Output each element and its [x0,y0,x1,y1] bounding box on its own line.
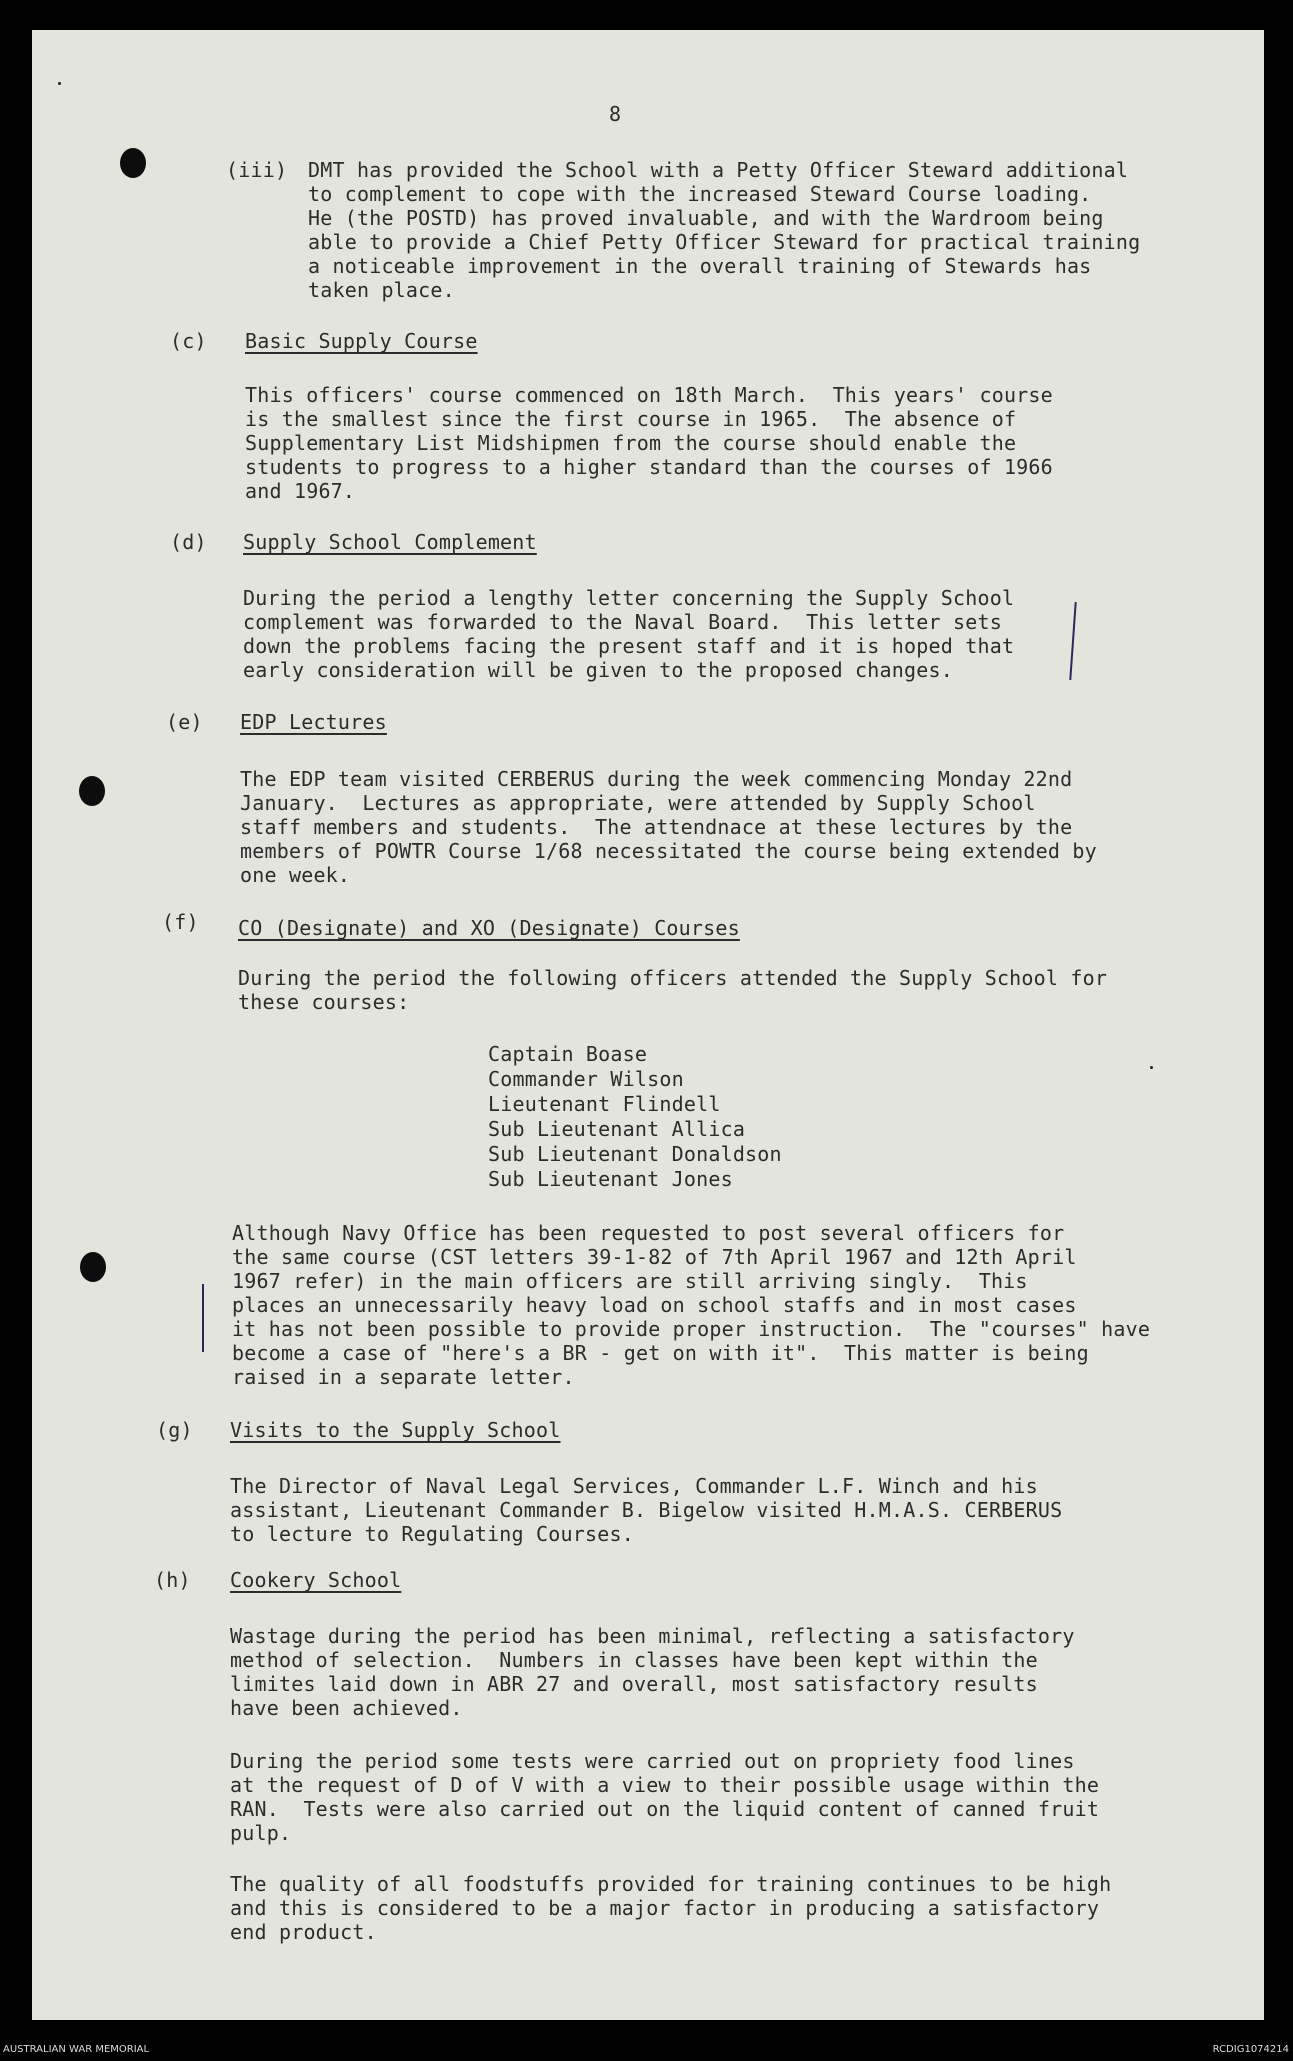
paragraph-line: assistant, Lieutenant Commander B. Bigelow visited H.M.A.S. CERBERUS [230,1498,1063,1522]
paragraph-line: end product. [230,1920,377,1944]
paragraph-line: method of selection. Numbers in classes have been kept within the [230,1648,1038,1672]
paragraph-line: During the period some tests were carried out on propriety food lines [230,1749,1075,1773]
paragraph-line: 1967 refer) in the main officers are still arriving singly. This [232,1269,1028,1293]
paragraph-line: He (the POSTD) has proved invaluable, and with the Wardroom being [308,206,1104,230]
paragraph-line: This officers' course commenced on 18th March. This years' course [245,383,1053,407]
paragraph-line: early consideration will be given to the proposed changes. [243,658,953,682]
paragraph-line: limites laid down in ABR 27 and overall, most satisfactory results [230,1672,1038,1696]
paragraph-line: down the problems facing the present staff and it is hoped that [243,634,1015,658]
officer-name: Lieutenant Flindell [488,1092,721,1116]
section-heading: CO (Designate) and XO (Designate) Courses [238,916,740,940]
paragraph-line: staff members and students. The attendnace at these lectures by the [240,815,1073,839]
paragraph-line: Although Navy Office has been requested to post several officers for [232,1221,1065,1245]
stray-mark [1150,1066,1153,1069]
paragraph-line: and this is considered to be a major factor in producing a satisfactory [230,1896,1100,1920]
section-label: (h) [154,1568,191,1592]
page-number: 8 [609,102,622,126]
paragraph-line: Wastage during the period has been minimal, reflecting a satisfactory [230,1624,1075,1648]
paragraph-line: During the period the following officers attended the Supply School for [238,966,1108,990]
paragraph-line: places an unnecessarily heavy load on school staffs and in most cases [232,1293,1077,1317]
margin-pencil-mark [202,1284,204,1352]
paragraph-line: students to progress to a higher standard than the courses of 1966 [245,455,1053,479]
section-label: (g) [156,1418,193,1442]
paragraph-line: complement was forwarded to the Naval Board. This letter sets [243,610,1002,634]
paragraph-line: is the smallest since the first course in 1965. The absence of [245,407,1017,431]
paragraph-line: to lecture to Regulating Courses. [230,1522,634,1546]
paragraph-line: at the request of D of V with a view to their possible usage within the [230,1773,1100,1797]
section-heading: Basic Supply Course [245,329,478,353]
section-heading: EDP Lectures [240,710,387,734]
officer-name: Sub Lieutenant Jones [488,1167,733,1191]
item-label: (iii) [226,158,288,182]
paragraph-line: have been achieved. [230,1696,463,1720]
officer-name: Commander Wilson [488,1067,684,1091]
paragraph-line: members of POWTR Course 1/68 necessitated the course being extended by [240,839,1097,863]
paragraph-line: able to provide a Chief Petty Officer Steward for practical training [308,230,1141,254]
section-heading: Visits to the Supply School [230,1418,561,1442]
paragraph-line: these courses: [238,990,410,1014]
margin-pencil-mark [1069,602,1076,680]
section-label: (f) [162,910,199,934]
paragraph-line: DMT has provided the School with a Petty Officer Steward additional [308,158,1129,182]
stain-mark [58,82,61,85]
paragraph-line: Supplementary List Midshipmen from the course should enable the [245,431,1017,455]
paragraph-line: January. Lectures as appropriate, were attended by Supply School [240,791,1036,815]
paragraph-line: The quality of all foodstuffs provided for training continues to be high [230,1872,1112,1896]
section-heading: Cookery School [230,1568,402,1592]
section-heading: Supply School Complement [243,530,537,554]
paragraph-line: raised in a separate letter. [232,1365,575,1389]
paragraph-line: pulp. [230,1821,292,1845]
officer-name: Sub Lieutenant Allica [488,1117,746,1141]
document-page [32,30,1264,2020]
footer-record-id: RCDIG1074214 [1212,2044,1289,2055]
paragraph-line: taken place. [308,278,455,302]
paragraph-line: The Director of Naval Legal Services, Commander L.F. Winch and his [230,1474,1038,1498]
paragraph-line: During the period a lengthy letter concerning the Supply School [243,586,1015,610]
paragraph-line: a noticeable improvement in the overall training of Stewards has [308,254,1092,278]
paragraph-line: it has not been possible to provide proper instruction. The "courses" have [232,1317,1151,1341]
paragraph-line: become a case of "here's a BR - get on with it". This matter is being [232,1341,1089,1365]
paragraph-line: the same course (CST letters 39-1-82 of 7th April 1967 and 12th April [232,1245,1077,1269]
paragraph-line: and 1967. [245,479,356,503]
punch-hole [80,1252,106,1282]
officer-name: Sub Lieutenant Donaldson [488,1142,782,1166]
paragraph-line: The EDP team visited CERBERUS during the week commencing Monday 22nd [240,767,1073,791]
punch-hole [120,148,146,178]
section-label: (c) [170,329,207,353]
section-label: (d) [170,530,207,554]
paragraph-line: one week. [240,863,351,887]
punch-hole [79,776,105,806]
officer-name: Captain Boase [488,1042,648,1066]
paragraph-line: to complement to cope with the increased Steward Course loading. [308,182,1092,206]
footer-archive-name: AUSTRALIAN WAR MEMORIAL [3,2044,150,2055]
paragraph-line: RAN. Tests were also carried out on the liquid content of canned fruit [230,1797,1100,1821]
section-label: (e) [166,710,203,734]
